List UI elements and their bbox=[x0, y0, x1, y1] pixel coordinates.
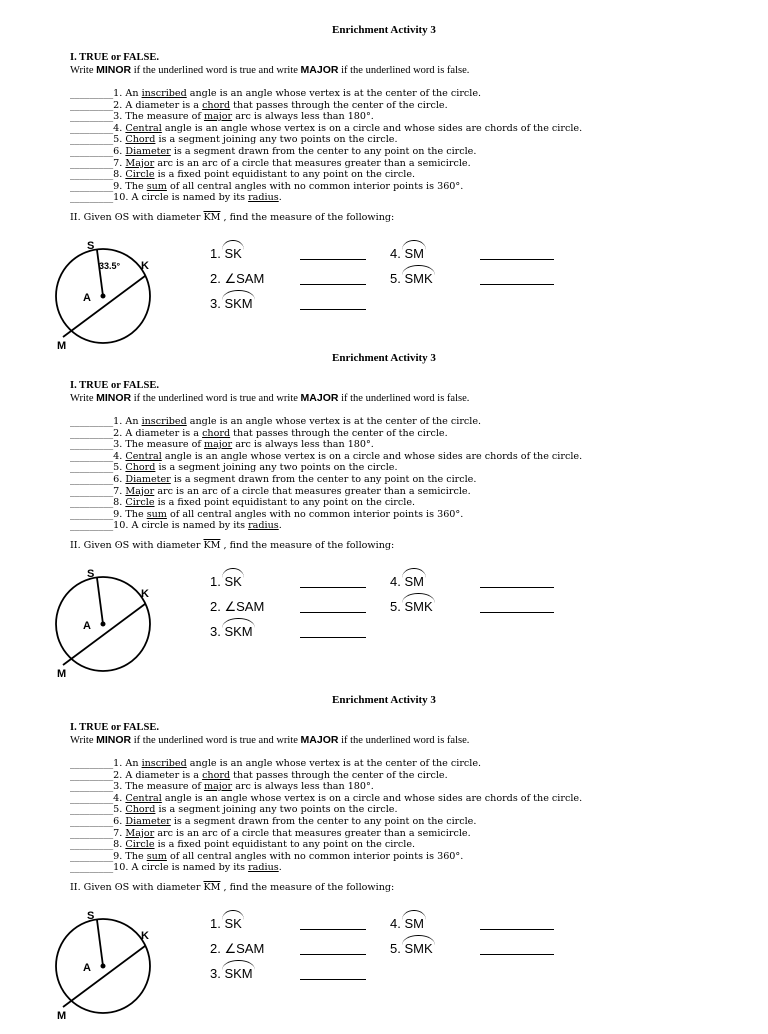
diameter-km-line bbox=[63, 946, 145, 1007]
answer-blank[interactable] bbox=[300, 309, 366, 310]
true-false-items bbox=[70, 88, 582, 204]
circle-diagram bbox=[52, 904, 158, 1022]
underlined-word: Central bbox=[125, 450, 162, 462]
section1-heading: I. TRUE or FALSE. bbox=[70, 722, 159, 733]
item-text: that passes through the center of the circle. bbox=[230, 769, 448, 781]
item-text: is a segment joining any two points on the circle. bbox=[155, 462, 398, 474]
answer-blank[interactable] bbox=[480, 587, 554, 588]
underlined-word: major bbox=[203, 781, 233, 793]
section2-prompt bbox=[70, 540, 394, 551]
item-number: 4. bbox=[113, 450, 123, 462]
item-number: 10. bbox=[113, 192, 129, 204]
answer-blank[interactable]: _________ bbox=[70, 473, 114, 485]
underlined-word: chord bbox=[202, 99, 231, 111]
angle-symbol: ∠ bbox=[224, 271, 237, 286]
answer-blank[interactable] bbox=[300, 259, 366, 260]
item-number: 2. bbox=[113, 99, 123, 111]
item-text: is a segment drawn from the center to any point on the circle. bbox=[170, 815, 477, 827]
answer-blank[interactable]: _________ bbox=[70, 192, 114, 204]
instr-minor: MINOR bbox=[96, 392, 132, 404]
arc-name: SM bbox=[404, 916, 424, 931]
label-s: S bbox=[87, 910, 95, 922]
instr-text: Write bbox=[70, 393, 97, 404]
underlined-word: Circle bbox=[125, 169, 155, 181]
item-text: angle is an angle whose vertex is at the center of the circle. bbox=[186, 416, 482, 427]
underlined-word: Diameter bbox=[125, 145, 171, 157]
question-number: 1. bbox=[210, 574, 221, 589]
underlined-word: Major bbox=[125, 157, 155, 169]
instr-text: if the underlined word is false. bbox=[338, 393, 470, 404]
arc-name: SKM bbox=[224, 624, 253, 639]
question-3 bbox=[210, 296, 253, 311]
true-false-item bbox=[70, 111, 582, 123]
answer-blank[interactable]: _________ bbox=[70, 157, 114, 169]
label-s: S bbox=[87, 240, 95, 252]
instr-major: MAJOR bbox=[300, 64, 339, 76]
item-number: 9. bbox=[113, 508, 123, 520]
label-m: M bbox=[57, 668, 67, 680]
question-2 bbox=[210, 271, 264, 287]
item-number: 4. bbox=[113, 792, 123, 804]
item-text: is a segment drawn from the center to any point on the circle. bbox=[170, 473, 477, 485]
section1-heading: I. TRUE or FALSE. bbox=[70, 380, 159, 391]
underlined-word: inscribed bbox=[141, 88, 187, 99]
worksheet-copy bbox=[0, 694, 768, 1034]
answer-blank[interactable]: _________ bbox=[70, 839, 114, 851]
underlined-word: major bbox=[203, 111, 233, 123]
answer-blank[interactable]: _________ bbox=[70, 485, 114, 497]
item-number: 1. bbox=[113, 758, 123, 769]
true-false-item bbox=[70, 781, 582, 793]
label-m: M bbox=[57, 1010, 67, 1022]
radius-as bbox=[97, 578, 103, 624]
section1-instructions bbox=[70, 392, 469, 404]
answer-blank[interactable]: _________ bbox=[70, 758, 114, 769]
item-text: The measure of bbox=[125, 781, 204, 793]
item-number: 6. bbox=[113, 473, 123, 485]
worksheet-copy bbox=[0, 24, 768, 364]
item-text: is a fixed point equidistant to any point on the circle. bbox=[154, 839, 416, 851]
arc-name: SKM bbox=[224, 966, 253, 981]
true-false-item bbox=[70, 828, 582, 840]
item-text: is a fixed point equidistant to any point on the circle. bbox=[154, 497, 416, 509]
item-text: is a segment joining any two points on the circle. bbox=[155, 804, 398, 816]
answer-blank[interactable] bbox=[480, 284, 554, 285]
item-text: arc is an arc of a circle that measures greater than a semicircle. bbox=[154, 485, 471, 497]
item-text: of all central angles with no common interior points is 360°. bbox=[166, 508, 464, 520]
section1-heading: I. TRUE or FALSE. bbox=[70, 52, 159, 63]
true-false-item bbox=[70, 851, 582, 863]
item-number: 4. bbox=[113, 122, 123, 134]
label-a: A bbox=[83, 620, 91, 632]
true-false-item bbox=[70, 88, 582, 100]
answer-blank[interactable]: _________ bbox=[70, 180, 114, 192]
worksheet-copy bbox=[0, 352, 768, 692]
underlined-word: radius bbox=[248, 520, 279, 532]
question-number: 3. bbox=[210, 296, 221, 311]
instr-text: if the underlined word is false. bbox=[338, 65, 470, 76]
diameter-km: $\overline{KM}$ bbox=[203, 540, 221, 551]
diameter-km: $\overline{KM}$ bbox=[203, 212, 221, 223]
item-text: An bbox=[125, 416, 142, 427]
item-number: 10. bbox=[113, 862, 129, 874]
item-text: of all central angles with no common interior points is 360°. bbox=[166, 180, 464, 192]
true-false-item bbox=[70, 862, 582, 874]
item-text: is a fixed point equidistant to any point on the circle. bbox=[154, 169, 416, 181]
underlined-word: Chord bbox=[125, 134, 156, 146]
item-text: angle is an angle whose vertex is on a circle and whose sides are chords of the circle. bbox=[161, 792, 583, 804]
instr-minor: MINOR bbox=[96, 64, 132, 76]
true-false-item bbox=[70, 804, 582, 816]
item-text: is a segment joining any two points on the circle. bbox=[155, 134, 398, 146]
question-4 bbox=[390, 246, 424, 261]
true-false-item bbox=[70, 486, 582, 498]
answer-blank[interactable]: _________ bbox=[70, 508, 114, 520]
underlined-word: Diameter bbox=[125, 473, 171, 485]
item-text: The bbox=[125, 180, 147, 192]
question-number: 4. bbox=[390, 574, 401, 589]
answer-blank[interactable]: _________ bbox=[70, 99, 114, 111]
question-1 bbox=[210, 916, 242, 931]
angle-label: 33.5° bbox=[99, 261, 121, 271]
item-text: An bbox=[125, 88, 142, 99]
item-text: . bbox=[278, 862, 282, 874]
prompt-text: , find the measure of the following: bbox=[220, 540, 395, 551]
answer-blank[interactable] bbox=[300, 929, 366, 930]
arc-name: SK bbox=[224, 574, 242, 589]
answer-blank[interactable] bbox=[300, 979, 366, 980]
prompt-text: II. Given ʘS with diameter bbox=[70, 882, 204, 893]
item-text: A circle is named by its bbox=[131, 192, 249, 204]
answer-blank[interactable] bbox=[300, 587, 366, 588]
item-text: of all central angles with no common interior points is 360°. bbox=[166, 850, 464, 862]
item-number: 7. bbox=[113, 485, 123, 497]
answer-blank[interactable] bbox=[300, 284, 366, 285]
item-text: The bbox=[125, 508, 147, 520]
item-text: angle is an angle whose vertex is at the center of the circle. bbox=[186, 88, 482, 99]
item-text: A circle is named by its bbox=[131, 520, 249, 532]
question-1 bbox=[210, 574, 242, 589]
underlined-word: Major bbox=[125, 827, 155, 839]
question-number: 3. bbox=[210, 966, 221, 981]
item-text: arc is always less than 180°. bbox=[232, 781, 374, 793]
question-number: 5. bbox=[390, 599, 401, 614]
answer-blank[interactable]: _________ bbox=[70, 122, 114, 134]
item-number: 1. bbox=[113, 416, 123, 427]
instr-text: Write bbox=[70, 65, 97, 76]
worksheet-title: Enrichment Activity 3 bbox=[332, 24, 436, 36]
answer-blank[interactable]: _________ bbox=[70, 862, 114, 874]
item-number: 2. bbox=[113, 769, 123, 781]
item-number: 1. bbox=[113, 88, 123, 99]
radius-as bbox=[97, 250, 103, 296]
underlined-word: sum bbox=[146, 508, 167, 520]
answer-blank[interactable]: _________ bbox=[70, 815, 114, 827]
answer-blank[interactable]: _________ bbox=[70, 792, 114, 804]
underlined-word: inscribed bbox=[141, 416, 187, 427]
item-number: 3. bbox=[113, 781, 123, 793]
item-number: 7. bbox=[113, 157, 123, 169]
answer-blank[interactable]: _________ bbox=[70, 134, 114, 146]
label-k: K bbox=[141, 588, 149, 600]
center-point bbox=[101, 294, 106, 299]
answer-blank[interactable]: _________ bbox=[70, 416, 114, 427]
question-3 bbox=[210, 966, 253, 981]
circle-diagram bbox=[52, 562, 158, 680]
true-false-items bbox=[70, 416, 582, 532]
true-false-item bbox=[70, 462, 582, 474]
item-number: 6. bbox=[113, 145, 123, 157]
question-number: 2. bbox=[210, 941, 221, 956]
item-text: The bbox=[125, 850, 147, 862]
arc-name: SKM bbox=[224, 296, 253, 311]
instr-text: if the underlined word is true and write bbox=[131, 65, 301, 76]
answer-blank[interactable]: _________ bbox=[70, 88, 114, 99]
item-number: 8. bbox=[113, 169, 123, 181]
item-number: 5. bbox=[113, 134, 123, 146]
answer-blank[interactable]: _________ bbox=[70, 497, 114, 509]
item-text: that passes through the center of the circle. bbox=[230, 99, 448, 111]
prompt-text: II. Given ʘS with diameter bbox=[70, 212, 204, 223]
section1-instructions bbox=[70, 64, 469, 76]
item-text: that passes through the center of the circle. bbox=[230, 427, 448, 439]
answer-blank[interactable]: _________ bbox=[70, 427, 114, 439]
question-2 bbox=[210, 941, 264, 957]
item-text: arc is an arc of a circle that measures greater than a semicircle. bbox=[154, 157, 471, 169]
prompt-text: , find the measure of the following: bbox=[220, 212, 395, 223]
answer-blank[interactable] bbox=[300, 954, 366, 955]
true-false-item bbox=[70, 816, 582, 828]
true-false-item bbox=[70, 770, 582, 782]
item-number: 5. bbox=[113, 462, 123, 474]
question-number: 2. bbox=[210, 599, 221, 614]
item-text: arc is always less than 180°. bbox=[232, 439, 374, 451]
section2-prompt bbox=[70, 882, 394, 893]
item-text: A diameter is a bbox=[125, 427, 203, 439]
underlined-word: Major bbox=[125, 485, 155, 497]
true-false-item bbox=[70, 158, 582, 170]
diameter-km: $\overline{KM}$ bbox=[203, 882, 221, 893]
arc-name: SM bbox=[404, 246, 424, 261]
question-number: 1. bbox=[210, 246, 221, 261]
true-false-item bbox=[70, 169, 582, 181]
true-false-item bbox=[70, 758, 582, 770]
true-false-item bbox=[70, 439, 582, 451]
worksheet-title: Enrichment Activity 3 bbox=[332, 352, 436, 364]
answer-blank[interactable]: _________ bbox=[70, 804, 114, 816]
question-number: 5. bbox=[390, 941, 401, 956]
true-false-item bbox=[70, 181, 582, 193]
underlined-word: Diameter bbox=[125, 815, 171, 827]
underlined-word: radius bbox=[248, 862, 279, 874]
question-5 bbox=[390, 271, 433, 286]
item-number: 9. bbox=[113, 850, 123, 862]
label-k: K bbox=[141, 930, 149, 942]
true-false-item bbox=[70, 451, 582, 463]
arc-name: SMK bbox=[404, 599, 433, 614]
center-point bbox=[101, 964, 106, 969]
question-number: 4. bbox=[390, 246, 401, 261]
answer-blank[interactable]: _________ bbox=[70, 145, 114, 157]
angle-symbol: ∠ bbox=[224, 941, 237, 956]
item-text: is a segment drawn from the center to any point on the circle. bbox=[170, 145, 477, 157]
true-false-item bbox=[70, 497, 582, 509]
diameter-km-line bbox=[63, 604, 145, 665]
underlined-word: inscribed bbox=[141, 758, 187, 769]
answer-blank[interactable] bbox=[480, 612, 554, 613]
true-false-item bbox=[70, 474, 582, 486]
item-number: 8. bbox=[113, 839, 123, 851]
true-false-items bbox=[70, 758, 582, 874]
item-text: arc is always less than 180°. bbox=[232, 111, 374, 123]
circle-diagram bbox=[52, 234, 158, 352]
item-number: 5. bbox=[113, 804, 123, 816]
question-3 bbox=[210, 624, 253, 639]
true-false-item bbox=[70, 839, 582, 851]
true-false-item bbox=[70, 123, 582, 135]
true-false-item bbox=[70, 192, 582, 204]
answer-blank[interactable]: _________ bbox=[70, 462, 114, 474]
answer-blank[interactable]: _________ bbox=[70, 439, 114, 451]
underlined-word: Central bbox=[125, 792, 162, 804]
answer-blank[interactable]: _________ bbox=[70, 850, 114, 862]
instr-minor: MINOR bbox=[96, 734, 132, 746]
item-number: 9. bbox=[113, 180, 123, 192]
question-2 bbox=[210, 599, 264, 615]
arc-name: SMK bbox=[404, 271, 433, 286]
question-number: 3. bbox=[210, 624, 221, 639]
item-number: 2. bbox=[113, 427, 123, 439]
item-text: A diameter is a bbox=[125, 99, 203, 111]
arc-name: SK bbox=[224, 246, 242, 261]
answer-blank[interactable]: _________ bbox=[70, 781, 114, 793]
question-4 bbox=[390, 574, 424, 589]
item-number: 6. bbox=[113, 815, 123, 827]
label-s: S bbox=[87, 568, 95, 580]
instr-text: if the underlined word is true and write bbox=[131, 393, 301, 404]
radius-as bbox=[97, 920, 103, 966]
true-false-item bbox=[70, 134, 582, 146]
item-text: The measure of bbox=[125, 111, 204, 123]
answer-blank[interactable]: _________ bbox=[70, 769, 114, 781]
instr-major: MAJOR bbox=[300, 392, 339, 404]
instr-text: Write bbox=[70, 735, 97, 746]
answer-blank[interactable] bbox=[480, 954, 554, 955]
item-number: 3. bbox=[113, 111, 123, 123]
item-text: angle is an angle whose vertex is at the center of the circle. bbox=[186, 758, 482, 769]
question-number: 1. bbox=[210, 916, 221, 931]
question-1 bbox=[210, 246, 242, 261]
underlined-word: Chord bbox=[125, 462, 156, 474]
angle-name: SAM bbox=[236, 941, 265, 956]
label-a: A bbox=[83, 292, 91, 304]
question-number: 4. bbox=[390, 916, 401, 931]
underlined-word: Circle bbox=[125, 497, 155, 509]
answer-blank[interactable] bbox=[300, 612, 366, 613]
center-point bbox=[101, 622, 106, 627]
item-text: angle is an angle whose vertex is on a circle and whose sides are chords of the circle. bbox=[161, 450, 583, 462]
true-false-item bbox=[70, 100, 582, 112]
item-text: . bbox=[278, 520, 282, 532]
diameter-km-line bbox=[63, 276, 145, 337]
underlined-word: Chord bbox=[125, 804, 156, 816]
question-5 bbox=[390, 599, 433, 614]
instr-major: MAJOR bbox=[300, 734, 339, 746]
underlined-word: Central bbox=[125, 122, 162, 134]
underlined-word: Circle bbox=[125, 839, 155, 851]
instr-text: if the underlined word is false. bbox=[338, 735, 470, 746]
underlined-word: sum bbox=[146, 850, 167, 862]
item-text: A diameter is a bbox=[125, 769, 203, 781]
underlined-word: major bbox=[203, 439, 233, 451]
true-false-item bbox=[70, 416, 582, 428]
label-m: M bbox=[57, 340, 67, 352]
underlined-word: chord bbox=[202, 769, 231, 781]
answer-blank[interactable]: _________ bbox=[70, 169, 114, 181]
worksheet-title: Enrichment Activity 3 bbox=[332, 694, 436, 706]
true-false-item bbox=[70, 520, 582, 532]
item-text: A circle is named by its bbox=[131, 862, 249, 874]
answer-blank[interactable]: _________ bbox=[70, 520, 114, 532]
item-number: 10. bbox=[113, 520, 129, 532]
answer-blank[interactable]: _________ bbox=[70, 450, 114, 462]
answer-blank[interactable] bbox=[480, 929, 554, 930]
prompt-text: II. Given ʘS with diameter bbox=[70, 540, 204, 551]
true-false-item bbox=[70, 793, 582, 805]
underlined-word: sum bbox=[146, 180, 167, 192]
item-number: 8. bbox=[113, 497, 123, 509]
item-text: The measure of bbox=[125, 439, 204, 451]
arc-name: SM bbox=[404, 574, 424, 589]
question-number: 5. bbox=[390, 271, 401, 286]
label-k: K bbox=[141, 260, 149, 272]
underlined-word: radius bbox=[248, 192, 279, 204]
angle-name: SAM bbox=[236, 271, 265, 286]
answer-blank[interactable] bbox=[480, 259, 554, 260]
question-number: 2. bbox=[210, 271, 221, 286]
item-text: arc is an arc of a circle that measures greater than a semicircle. bbox=[154, 827, 471, 839]
item-number: 3. bbox=[113, 439, 123, 451]
section2-prompt bbox=[70, 212, 394, 223]
question-5 bbox=[390, 941, 433, 956]
underlined-word: chord bbox=[202, 427, 231, 439]
answer-blank[interactable]: _________ bbox=[70, 111, 114, 123]
item-text: . bbox=[278, 192, 282, 204]
item-number: 7. bbox=[113, 827, 123, 839]
angle-symbol: ∠ bbox=[224, 599, 237, 614]
instr-text: if the underlined word is true and write bbox=[131, 735, 301, 746]
true-false-item bbox=[70, 428, 582, 440]
item-text: angle is an angle whose vertex is on a circle and whose sides are chords of the circle. bbox=[161, 122, 583, 134]
angle-name: SAM bbox=[236, 599, 265, 614]
section1-instructions bbox=[70, 734, 469, 746]
arc-name: SMK bbox=[404, 941, 433, 956]
arc-name: SK bbox=[224, 916, 242, 931]
true-false-item bbox=[70, 509, 582, 521]
question-4 bbox=[390, 916, 424, 931]
prompt-text: , find the measure of the following: bbox=[220, 882, 395, 893]
true-false-item bbox=[70, 146, 582, 158]
answer-blank[interactable]: _________ bbox=[70, 827, 114, 839]
answer-blank[interactable] bbox=[300, 637, 366, 638]
label-a: A bbox=[83, 962, 91, 974]
item-text: An bbox=[125, 758, 142, 769]
